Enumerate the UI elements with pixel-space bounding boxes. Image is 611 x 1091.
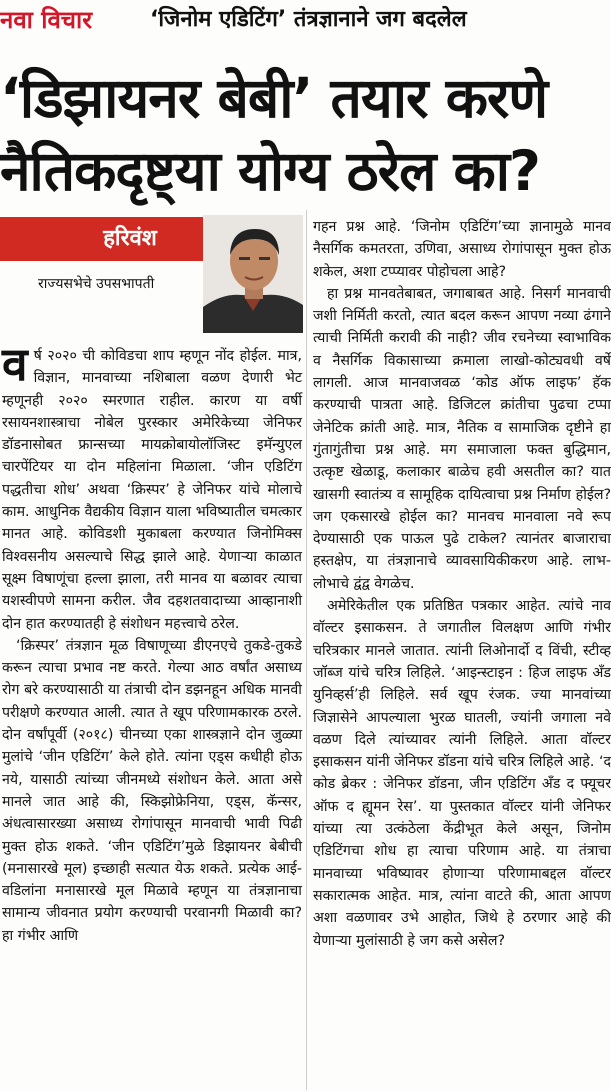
paragraph-1 xyxy=(2,337,302,635)
author-role: राज्यसभेचे उपसभापती xyxy=(38,276,155,292)
author-name: हरिवंश xyxy=(103,226,157,251)
headline-line-1: ‘डिझायनर बेबी’ तयार करणे xyxy=(0,66,548,130)
kicker-text: ‘जिनोम एडिटिंग’ तंत्रज्ञानाने जग बदलेल xyxy=(150,7,467,32)
paragraph-1-text: र्ष २०२० ची कोविडचा शाप म्हणून नोंद होईल. मात्र, विज्ञान, मानवाच्या नशिबाला वळण देणारी भेट म्हणूनही २०२० स्मरणात राहील. कारण या वर्षी रसायनशास्त्राचा नोबेल पुरस्कार अमेरिकेच्या जेनिफर डॉडनासोबत फ्रान्सच्या मायक्रोबायोलॉजिस्ट इमॅन्युएल चारपेंटियर या दोन महिलांना मिळाला. ‘जीन एडिटिंग पद्धतीचा शोध’ अथवा ‘क्रिस्पर’ हे जेनिफर यांचे मोलाचे काम. आधुनिक वैद्यकीय विज्ञान याला भविष्यातील चमत्कार मानत आहे. कोविडशी मुकाबला करण्यात जिनोमिक्स विश्वसनीय असल्याचे सिद्ध झाले आहे. येणाऱ्या काळात सूक्ष्म विषाणूंचा हल्ला झाला, तरी मानव या बळावर त्याचा यशस्वीपणे सामना करील. जैव दहशतवादाच्या आव्हानाशी दोन हात करण्यातही हे संशोधन महत्त्वाचे ठरेल. xyxy=(2,348,302,632)
paragraph-4: हा प्रश्न मानवतेबाबत, जगाबाबत आहे. निसर्ग मानवाची जशी निर्मिती करतो, त्यात बदल करून आपण नव्या ढंगाने त्याची निर्मिती करावी की नाही? जीव रचनेच्या स्वाभाविक व नैसर्गिक विकासाच्या क्रमाला लाखो-कोट्यवधी वर्षे लागली. आज मानवाजवळ ‘कोड ऑफ लाइफ’ हॅक करण्याची पात्रता आहे. डिजिटल क्रांतीचा पुढचा टप्पा जेनेटिक क्रांती आहे. मात्र, नैतिक व सामाजिक दृष्टीने हा गुंतागुंतीचा प्रश्न आहे. मग समाजाला फक्त बुद्धिमान, उत्कृष्ट खेळाडू, कलाकार बाळेच हवी असतील का? यात खासगी स्वातंत्र्य व सामूहिक दायित्वाचा प्रश्न निर्माण होईल? जग एकसारखे होईल का? मानवच मानवाला नवे रूप देण्यासाठी एक पाऊल पुढे टाकेल? त्यानंतर बाजाराचा हस्तक्षेप, या तंत्रज्ञानाचे व्यावसायिकीकरण आहे. लाभ-लोभाचे द्वंद्व वेगळेच. xyxy=(313,285,611,592)
author-photo xyxy=(203,215,303,333)
paragraph-2: ‘क्रिस्पर’ तंत्रज्ञान मूळ विषाणूच्या डीएनएचे तुकडे-तुकडे करून त्याचा प्रभाव नष्ट करते. गेल्या आठ वर्षांत असाध्य रोग बरे करण्यासाठी या तंत्राची दोन डझनहून अधिक मानवी परीक्षणे करण्यात आली. त्यात ते खूप परिणामकारक ठरले. दोन वर्षांपूर्वी (२०१८) चीनच्या एका शास्त्रज्ञाने दोन जुळ्या मुलांचे ‘जीन एडिटिंग’ केले होते. त्यांना एड्स कधीही होऊ नये, यासाठी त्यांच्या जीनमध्ये संशोधन केले. आता असे मानले जात आहे की, स्किझोफ्रेनिया, एड्स, कॅन्सर, अंधत्वासारख्या असाध्य रोगांपासून मानवाची भावी पिढी मुक्त होऊ शकते. ‘जीन एडिटिंग’मुळे डिझायनर बेबीची (मनासारखे मूल) इच्छाही सत्यात येऊ शकते. प्रत्येक आई-वडिलांना मनासारखे मूल मिळावे म्हणून या तंत्रज्ञानाचा सामान्य जीवनात प्रयोग करण्याची परवानगी मिळावी का? हा गंभीर आणि xyxy=(2,637,302,944)
article-column-right xyxy=(313,216,611,952)
headline-line-2: नैतिकदृष्ट्या योग्य ठरेल का? xyxy=(0,139,540,203)
kicker-line xyxy=(0,0,611,40)
section-tag: नवा विचार xyxy=(0,6,93,34)
paragraph-5: अमेरिकेतील एक प्रतिष्ठित पत्रकार आहेत. त्यांचे नाव वॉल्टर इसाकसन. ते जगातील विलक्षण आणि गंभीर चरित्रकार मानले जातात. त्यांनी लिओनार्दो द विंची, स्टीव्ह जॉब्ज यांचे चरित्र लिहिले. ‘आइन्स्टाइन : हिज लाइफ अँड युनिव्हर्स’ही लिहिले. सर्व खूप रंजक. ज्या मानवांच्या जिज्ञासेने आपल्याला भुरळ घातली, ज्यांनी जगाला नवे वळण दिले त्यांच्यावर त्यांनी लिहिले. आता वॉल्टर इसाकसन यांनी जेनिफर डॉडना यांचे चरित्र लिहिले आहे. ‘द कोड ब्रेकर : जेनिफर डॉडना, जीन एडिटिंग अँड द फ्यूचर ऑफ द ह्यूमन रेस’. या पुस्तकात वॉल्टर यांनी जेनिफर यांच्या त्या उत्कंठेला केंद्रीभूत केले असून, जिनोम एडिटिंगचा शोध हा त्याचा परिणाम आहे. या तंत्राचा मानवाच्या भविष्यावर होणाऱ्या परिणामाबद्दल वॉल्टर सकारात्मक आहेत. मात्र, त्यांना वाटते की, आता आपण अशा वळणावर उभे आहोत, जिथे हे ठरणार आहे की येणाऱ्या मुलांसाठी हे जग कसे असेल? xyxy=(313,598,611,949)
byline xyxy=(0,215,305,335)
paragraph-3: गहन प्रश्न आहे. ‘जिनोम एडिटिंग’च्या ज्ञानामुळे मानव नैसर्गिक कमतरता, उणिवा, असाध्य रोगांपासून मुक्त होऊ शकेल, अशा टप्प्यावर पोहोचला आहे? xyxy=(313,219,611,280)
column-divider xyxy=(306,210,307,1090)
article-column-left xyxy=(2,337,302,947)
drop-cap: व xyxy=(2,337,28,391)
